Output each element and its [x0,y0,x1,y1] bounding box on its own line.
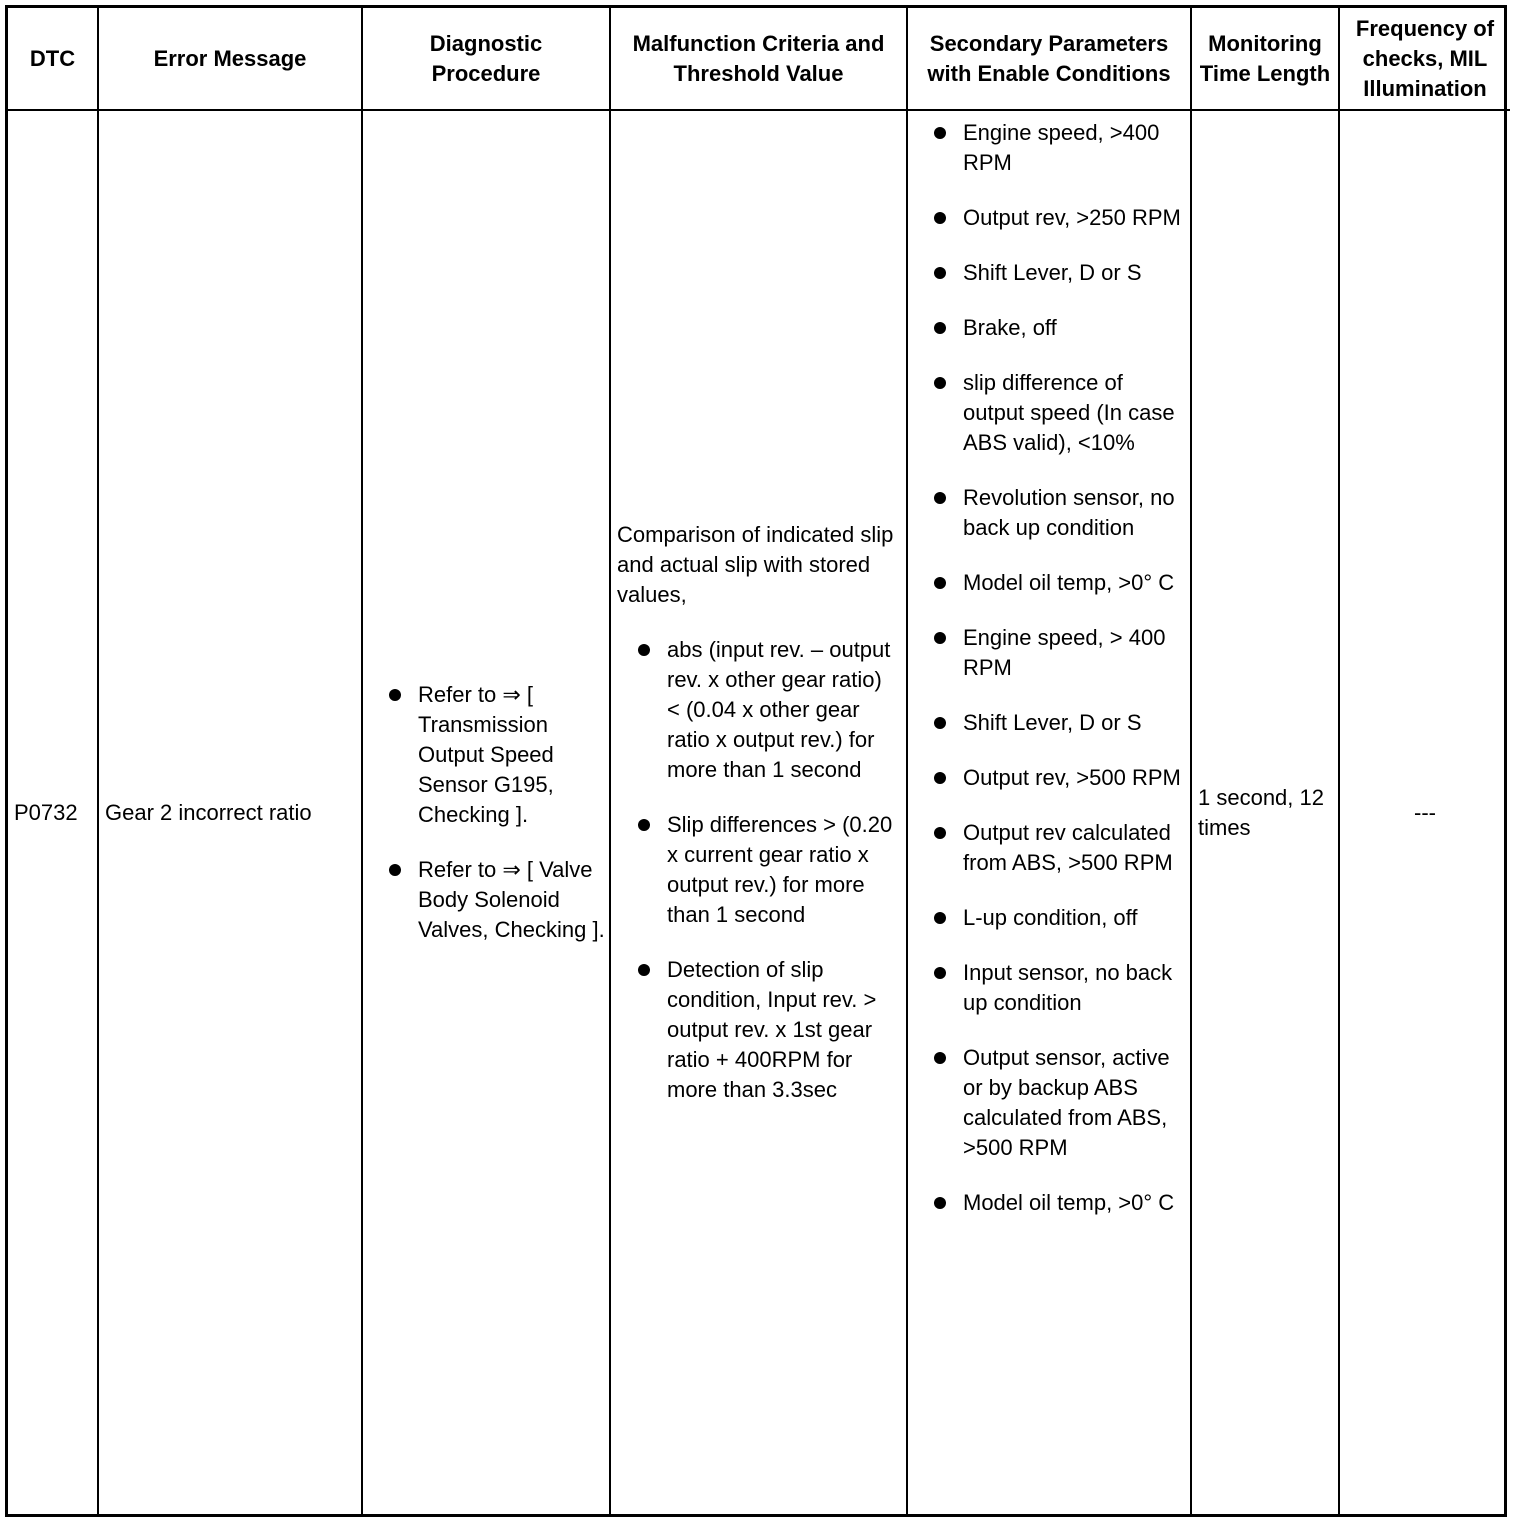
frequency-mil: --- [1339,110,1510,1514]
monitoring-time: 1 second, 12 times [1191,110,1339,1514]
parameter-item: Output sensor, active or by backup ABS calculated from ABS, >500 RPM [963,1043,1186,1163]
parameter-item: Engine speed, >400 RPM [963,118,1186,178]
header-malfunction-criteria: Malfunction Criteria and Threshold Value [610,8,907,110]
parameter-item: Revolution sensor, no back up condition [963,483,1186,543]
parameter-item: Model oil temp, >0° C [963,568,1186,598]
dtc-table [8,8,1510,1514]
header-diagnostic-procedure: Diagnostic Procedure [362,8,610,110]
header-row [8,8,1510,110]
criteria-item: abs (input rev. – output rev. x other gear ratio) < (0.04 x other gear ratio x output rev.) for more than 1 second [667,635,900,785]
criteria-item: Detection of slip condition, Input rev. > output rev. x 1st gear ratio + 400RPM for more than 3.3sec [667,955,900,1105]
header-frequency: Frequency of checks, MIL Illumination [1339,8,1510,110]
parameter-item: Shift Lever, D or S [963,708,1186,738]
parameter-item: Output rev, >250 RPM [963,203,1186,233]
parameter-item: slip difference of output speed (In case ABS valid), <10% [963,368,1186,458]
criteria-list [617,635,900,1105]
table-row [8,110,1510,1514]
header-error-message: Error Message [98,8,362,110]
secondary-parameters-list [908,111,1190,1218]
parameter-item: Output rev, >500 RPM [963,763,1186,793]
parameter-item: Output rev calculated from ABS, >500 RPM [963,818,1186,878]
parameter-item: Engine speed, > 400 RPM [963,623,1186,683]
header-dtc: DTC [8,8,98,110]
diagnostic-procedure-list [363,680,609,945]
parameter-item: Shift Lever, D or S [963,258,1186,288]
criteria-item: Slip differences > (0.20 x current gear ratio x output rev.) for more than 1 second [667,810,900,930]
malfunction-criteria-cell [610,110,907,1514]
parameter-item: Brake, off [963,313,1186,343]
error-message: Gear 2 incorrect ratio [98,110,362,1514]
procedure-item: Refer to ⇒ [ Transmission Output Speed Sensor G195, Checking ]. [418,680,605,830]
parameter-item: Model oil temp, >0° C [963,1188,1186,1218]
dtc-code: P0732 [8,110,98,1514]
header-secondary-parameters: Secondary Parameters with Enable Conditions [907,8,1191,110]
header-monitoring-time: Monitoring Time Length [1191,8,1339,110]
diagnostic-procedure-cell [362,110,610,1514]
parameter-item: Input sensor, no back up condition [963,958,1186,1018]
parameter-item: L-up condition, off [963,903,1186,933]
procedure-item: Refer to ⇒ [ Valve Body Solenoid Valves, Checking ]. [418,855,605,945]
criteria-intro: Comparison of indicated slip and actual slip with stored values, [617,522,894,607]
dtc-table-document [5,5,1507,1517]
secondary-parameters-cell [907,110,1191,1514]
